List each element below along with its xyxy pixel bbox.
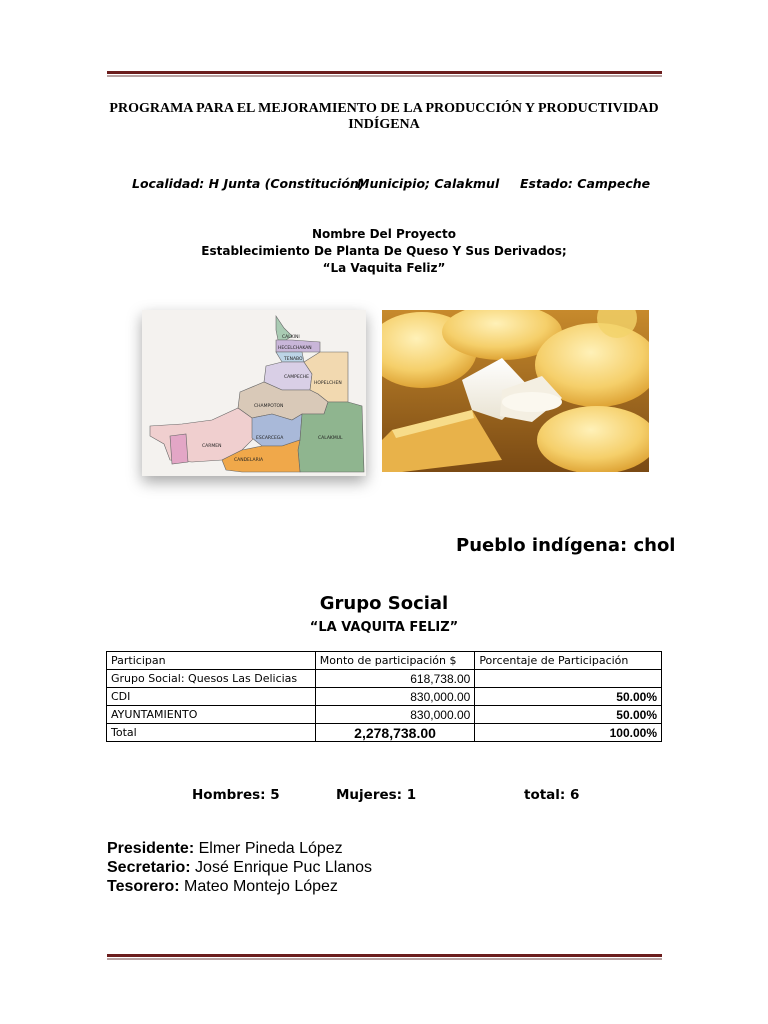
- officer-name: Elmer Pineda López: [194, 840, 343, 857]
- pueblo-indigena: Pueblo indígena: chol: [456, 535, 676, 556]
- table-row: [107, 688, 662, 706]
- map-region-escarcega: [252, 414, 302, 446]
- officer-tesorero: [107, 878, 338, 896]
- hombres-count: Hombres: 5: [192, 787, 280, 803]
- table-cell: 830,000.00: [315, 706, 475, 724]
- table-row: [107, 670, 662, 688]
- map-label-escarcega: ESCARCEGA: [256, 436, 284, 441]
- grupo-social-title: Grupo Social: [319, 593, 449, 614]
- bottom-rule: [107, 954, 662, 960]
- map-label-hopelchen: HOPELCHEN: [314, 381, 342, 386]
- map-label-carmen: CARMEN: [202, 444, 222, 449]
- table-cell: CDI: [107, 688, 316, 706]
- map-label-calakmul: CALAKMUL: [318, 436, 343, 441]
- estado-label: Estado: Campeche: [520, 176, 651, 191]
- localidad-label: Localidad: H Junta (Constitución): [132, 176, 365, 191]
- table-cell: 50.00%: [475, 706, 662, 724]
- map-label-hecelchakan: HECELCHAKAN: [278, 346, 312, 351]
- officer-secretario: [107, 859, 372, 877]
- table-cell: 830,000.00: [315, 688, 475, 706]
- map-label-tenabo: TENABO: [284, 357, 303, 362]
- table-cell: Total: [107, 724, 316, 742]
- cheese-photo: [382, 310, 649, 472]
- map-label-champoton: CHAMPOTON: [254, 404, 284, 409]
- total-count: total: 6: [524, 787, 580, 803]
- project-name: Establecimiento De Planta De Queso Y Sus Derivados;: [201, 244, 567, 258]
- map-label-candelaria: CANDELARIA: [234, 458, 264, 463]
- table-cell: 100.00%: [475, 724, 662, 742]
- table-cell: [475, 670, 662, 688]
- table-cell: AYUNTAMIENTO: [107, 706, 316, 724]
- map-region-palizada: [170, 434, 188, 464]
- officer-presidente: [107, 840, 343, 858]
- project-heading: Nombre Del Proyecto: [311, 227, 457, 241]
- officer-role: Presidente:: [107, 840, 195, 857]
- campeche-map-image: [142, 310, 366, 476]
- table-header-row: [107, 652, 662, 670]
- table-total-row: [107, 724, 662, 742]
- participation-table: [106, 651, 662, 742]
- mujeres-count: Mujeres: 1: [336, 787, 417, 803]
- table-cell: 50.00%: [475, 688, 662, 706]
- table-header-cell: Porcentaje de Participación: [475, 652, 662, 670]
- table-row: [107, 706, 662, 724]
- table-cell: 2,278,738.00: [315, 724, 475, 742]
- table-cell: 618,738.00: [315, 670, 475, 688]
- table-header-cell: Monto de participación $: [315, 652, 475, 670]
- grupo-social-subtitle: “LA VAQUITA FELIZ”: [309, 620, 459, 635]
- map-label-calkini: CALKINI: [282, 335, 300, 340]
- municipio-label: Municipio; Calakmul: [357, 176, 500, 191]
- officer-name: Mateo Montejo López: [179, 878, 338, 895]
- table-cell: Grupo Social: Quesos Las Delicias: [107, 670, 316, 688]
- table-header-cell: Participan: [107, 652, 316, 670]
- map-label-campeche: CAMPECHE: [284, 375, 310, 380]
- top-rule: [107, 71, 662, 77]
- project-nickname: “La Vaquita Feliz”: [322, 261, 446, 275]
- document-title: PROGRAMA PARA EL MEJORAMIENTO DE LA PRODUCCIÓN Y PRODUCTIVIDAD INDÍGENA: [109, 101, 659, 132]
- officer-role: Secretario:: [107, 859, 191, 876]
- officer-name: José Enrique Puc Llanos: [190, 859, 373, 876]
- officer-role: Tesorero:: [107, 878, 180, 895]
